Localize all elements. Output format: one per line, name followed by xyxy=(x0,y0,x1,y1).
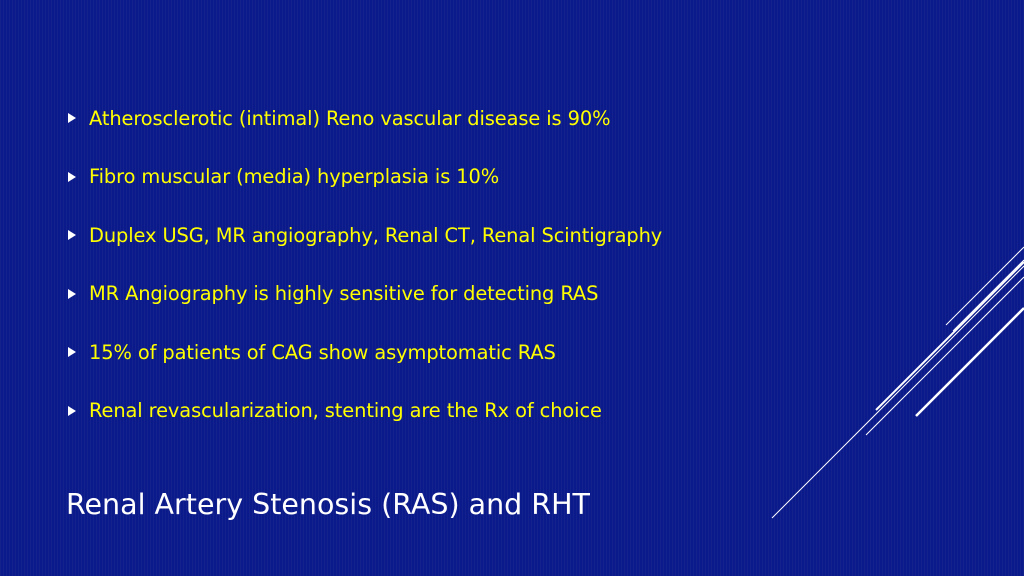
bullet-text: 15% of patients of CAG show asymptomatic RAS xyxy=(89,340,556,364)
bullet-text: Renal revascularization, stenting are the Rx of choice xyxy=(89,399,602,423)
bullet-text: MR Angiography is highly sensitive for detecting RAS xyxy=(89,282,599,306)
bullet-text: Fibro muscular (media) hyperplasia is 10% xyxy=(89,165,500,189)
decor-line xyxy=(866,277,1024,435)
decor-line xyxy=(916,308,1024,416)
bullet-text: Atherosclerotic (intimal) Reno vascular disease is 90% xyxy=(89,106,611,130)
bullet-text: Duplex USG, MR angiography, Renal CT, Renal Scintigraphy xyxy=(89,223,663,247)
decor-line xyxy=(946,247,1024,325)
decor-line xyxy=(876,262,1024,410)
decor-line xyxy=(772,266,1024,518)
slide-title: Renal Artery Stenosis (RAS) and RHT xyxy=(66,488,590,521)
